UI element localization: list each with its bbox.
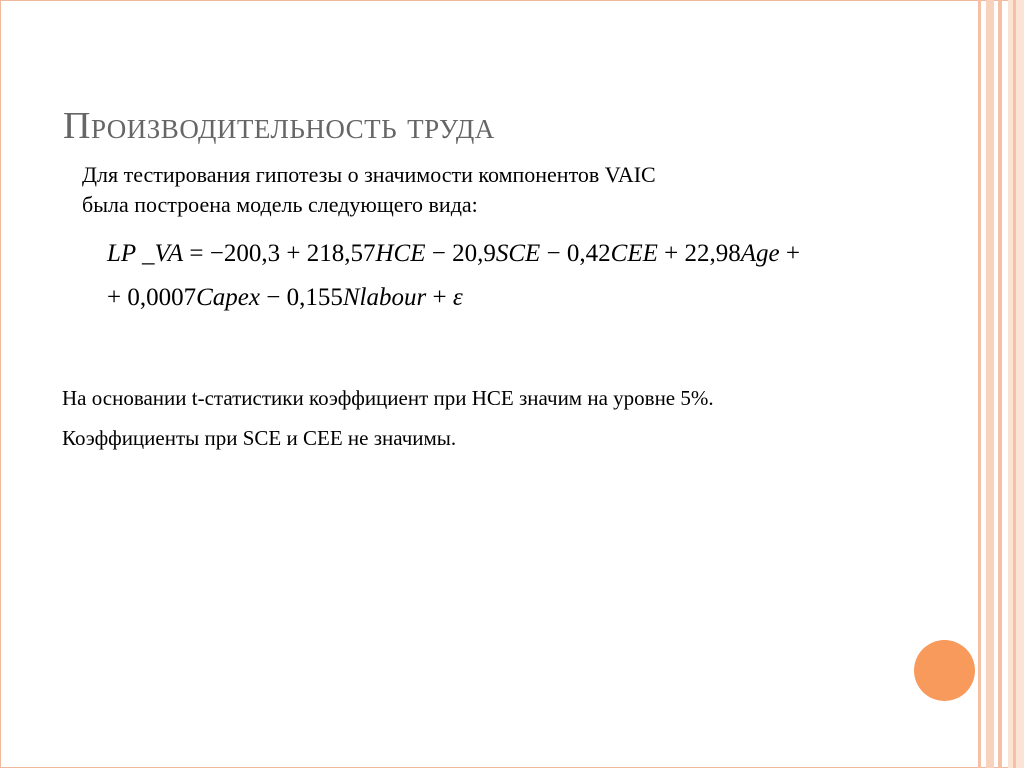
conclusion-text-1: На основании t-статистики коэффициент при HCE значим на уровне 5%. (62, 386, 714, 410)
formula-term: − 0,155 (259, 284, 343, 311)
formula-variable: Age (740, 240, 780, 267)
formula-variable: HCE (375, 240, 426, 267)
decorative-stripe (986, 0, 994, 768)
formula-term: − 20,9 (425, 240, 496, 267)
formula-error-term: ε (452, 284, 463, 311)
formula-term: + 0,0007 (107, 284, 197, 311)
formula-variable: CEE (610, 240, 658, 267)
formula-variable: Capex (196, 284, 260, 311)
formula-variable: SCE (495, 240, 541, 267)
accent-circle (914, 640, 975, 701)
conclusion-text-2: Коэффициенты при SCE и CEE не значимы. (62, 426, 457, 450)
decorative-stripe (1013, 0, 1016, 768)
formula-term: − 0,42 (540, 240, 611, 267)
formula-line-2 (107, 284, 463, 312)
decorative-stripe (978, 0, 981, 768)
formula-line-1 (107, 240, 800, 268)
intro-line-1: Для тестирования гипотезы о значимости компонентов VAIC (82, 162, 656, 187)
formula-term: + (426, 284, 453, 311)
decorative-stripe (1008, 0, 1024, 768)
intro-text (82, 160, 842, 220)
slide-title: Производительность труда (63, 105, 495, 147)
formula-lhs: LP _VA (107, 240, 184, 267)
formula-variable: Nlabour (342, 284, 427, 311)
intro-line-2: была построена модель следующего вида: (82, 192, 478, 217)
formula-term: + (779, 240, 800, 267)
formula-term: = −200,3 + 218,57 (183, 240, 376, 267)
decorative-stripe (998, 0, 1002, 768)
formula-term: + 22,98 (657, 240, 741, 267)
